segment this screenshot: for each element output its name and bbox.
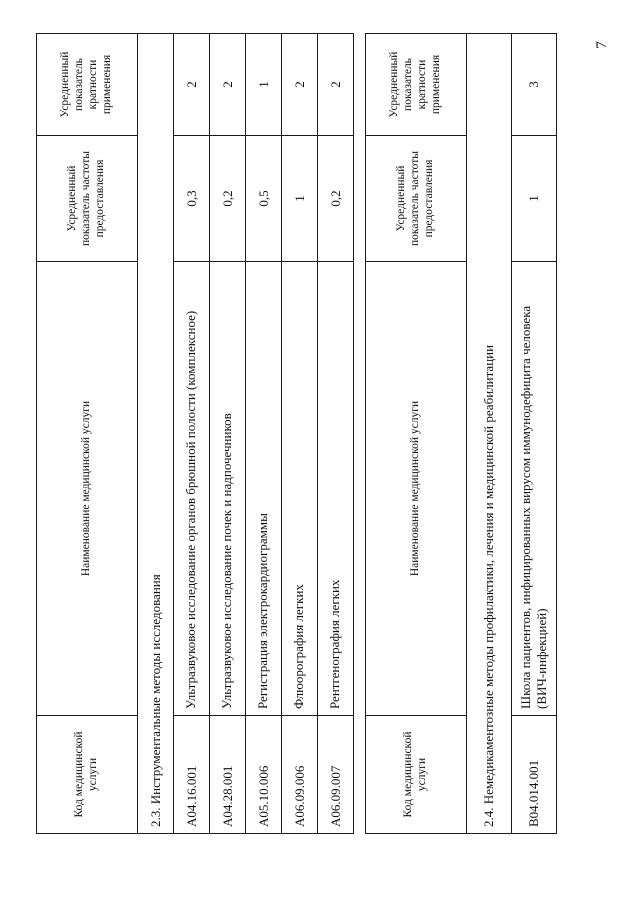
frequency-value: 1 <box>512 136 557 262</box>
non-drug-methods-section <box>365 34 557 834</box>
table-row <box>174 34 210 834</box>
service-code: A04.16.001 <box>174 716 210 834</box>
page-number: 7 <box>594 41 610 49</box>
service-code: B04.014.001 <box>512 716 557 834</box>
service-name: Рентгенография легких <box>318 262 354 716</box>
table-row <box>282 34 318 834</box>
table-row <box>210 34 246 834</box>
service-code: A06.09.006 <box>282 716 318 834</box>
service-code: A06.09.007 <box>318 716 354 834</box>
section-title: 2.4. Немедикаментозные методы профилактики, лечения и медицинской реабилитации <box>467 34 512 834</box>
service-name: Школа пациентов, инфицированных вирусом иммунодефицита человека (ВИЧ-инфекцией) <box>512 262 557 716</box>
non-drug-methods-table <box>365 33 557 834</box>
service-code: A04.28.001 <box>210 716 246 834</box>
table-header-row <box>37 34 138 834</box>
service-name: Регистрация электрокардиограммы <box>246 262 282 716</box>
service-name: Флюорография легких <box>282 262 318 716</box>
header-frequency: Усредненный показатель частоты предоставления <box>37 136 138 262</box>
header-name: Наименование медицинской услуги <box>37 262 138 716</box>
multiplicity-value: 1 <box>246 34 282 136</box>
header-frequency: Усредненный показатель частоты предоставления <box>366 136 467 262</box>
table-row <box>246 34 282 834</box>
frequency-value: 0,2 <box>318 136 354 262</box>
multiplicity-value: 3 <box>512 34 557 136</box>
frequency-value: 0,2 <box>210 136 246 262</box>
section-title-row <box>467 34 512 834</box>
frequency-value: 0,5 <box>246 136 282 262</box>
header-code: Код медицинской услуги <box>37 716 138 834</box>
header-multiplicity: Усредненный показатель кратности применения <box>37 34 138 136</box>
header-name: Наименование медицинской услуги <box>366 262 467 716</box>
service-code: A05.10.006 <box>246 716 282 834</box>
instrumental-methods-section <box>36 34 354 834</box>
frequency-value: 0,3 <box>174 136 210 262</box>
header-multiplicity: Усредненный показатель кратности применения <box>366 34 467 136</box>
header-code: Код медицинской услуги <box>366 716 467 834</box>
service-name: Ультразвуковое исследование почек и надпочечников <box>210 262 246 716</box>
instrumental-methods-table <box>36 33 354 834</box>
table-header-row <box>366 34 467 834</box>
multiplicity-value: 2 <box>282 34 318 136</box>
section-title-row <box>138 34 174 834</box>
multiplicity-value: 2 <box>318 34 354 136</box>
service-name: Ультразвуковое исследование органов брюшной полости (комплексное) <box>174 262 210 716</box>
table-row <box>318 34 354 834</box>
section-title: 2.3. Инструментальные методы исследования <box>138 34 174 834</box>
multiplicity-value: 2 <box>210 34 246 136</box>
multiplicity-value: 2 <box>174 34 210 136</box>
table-row <box>512 34 557 834</box>
frequency-value: 1 <box>282 136 318 262</box>
